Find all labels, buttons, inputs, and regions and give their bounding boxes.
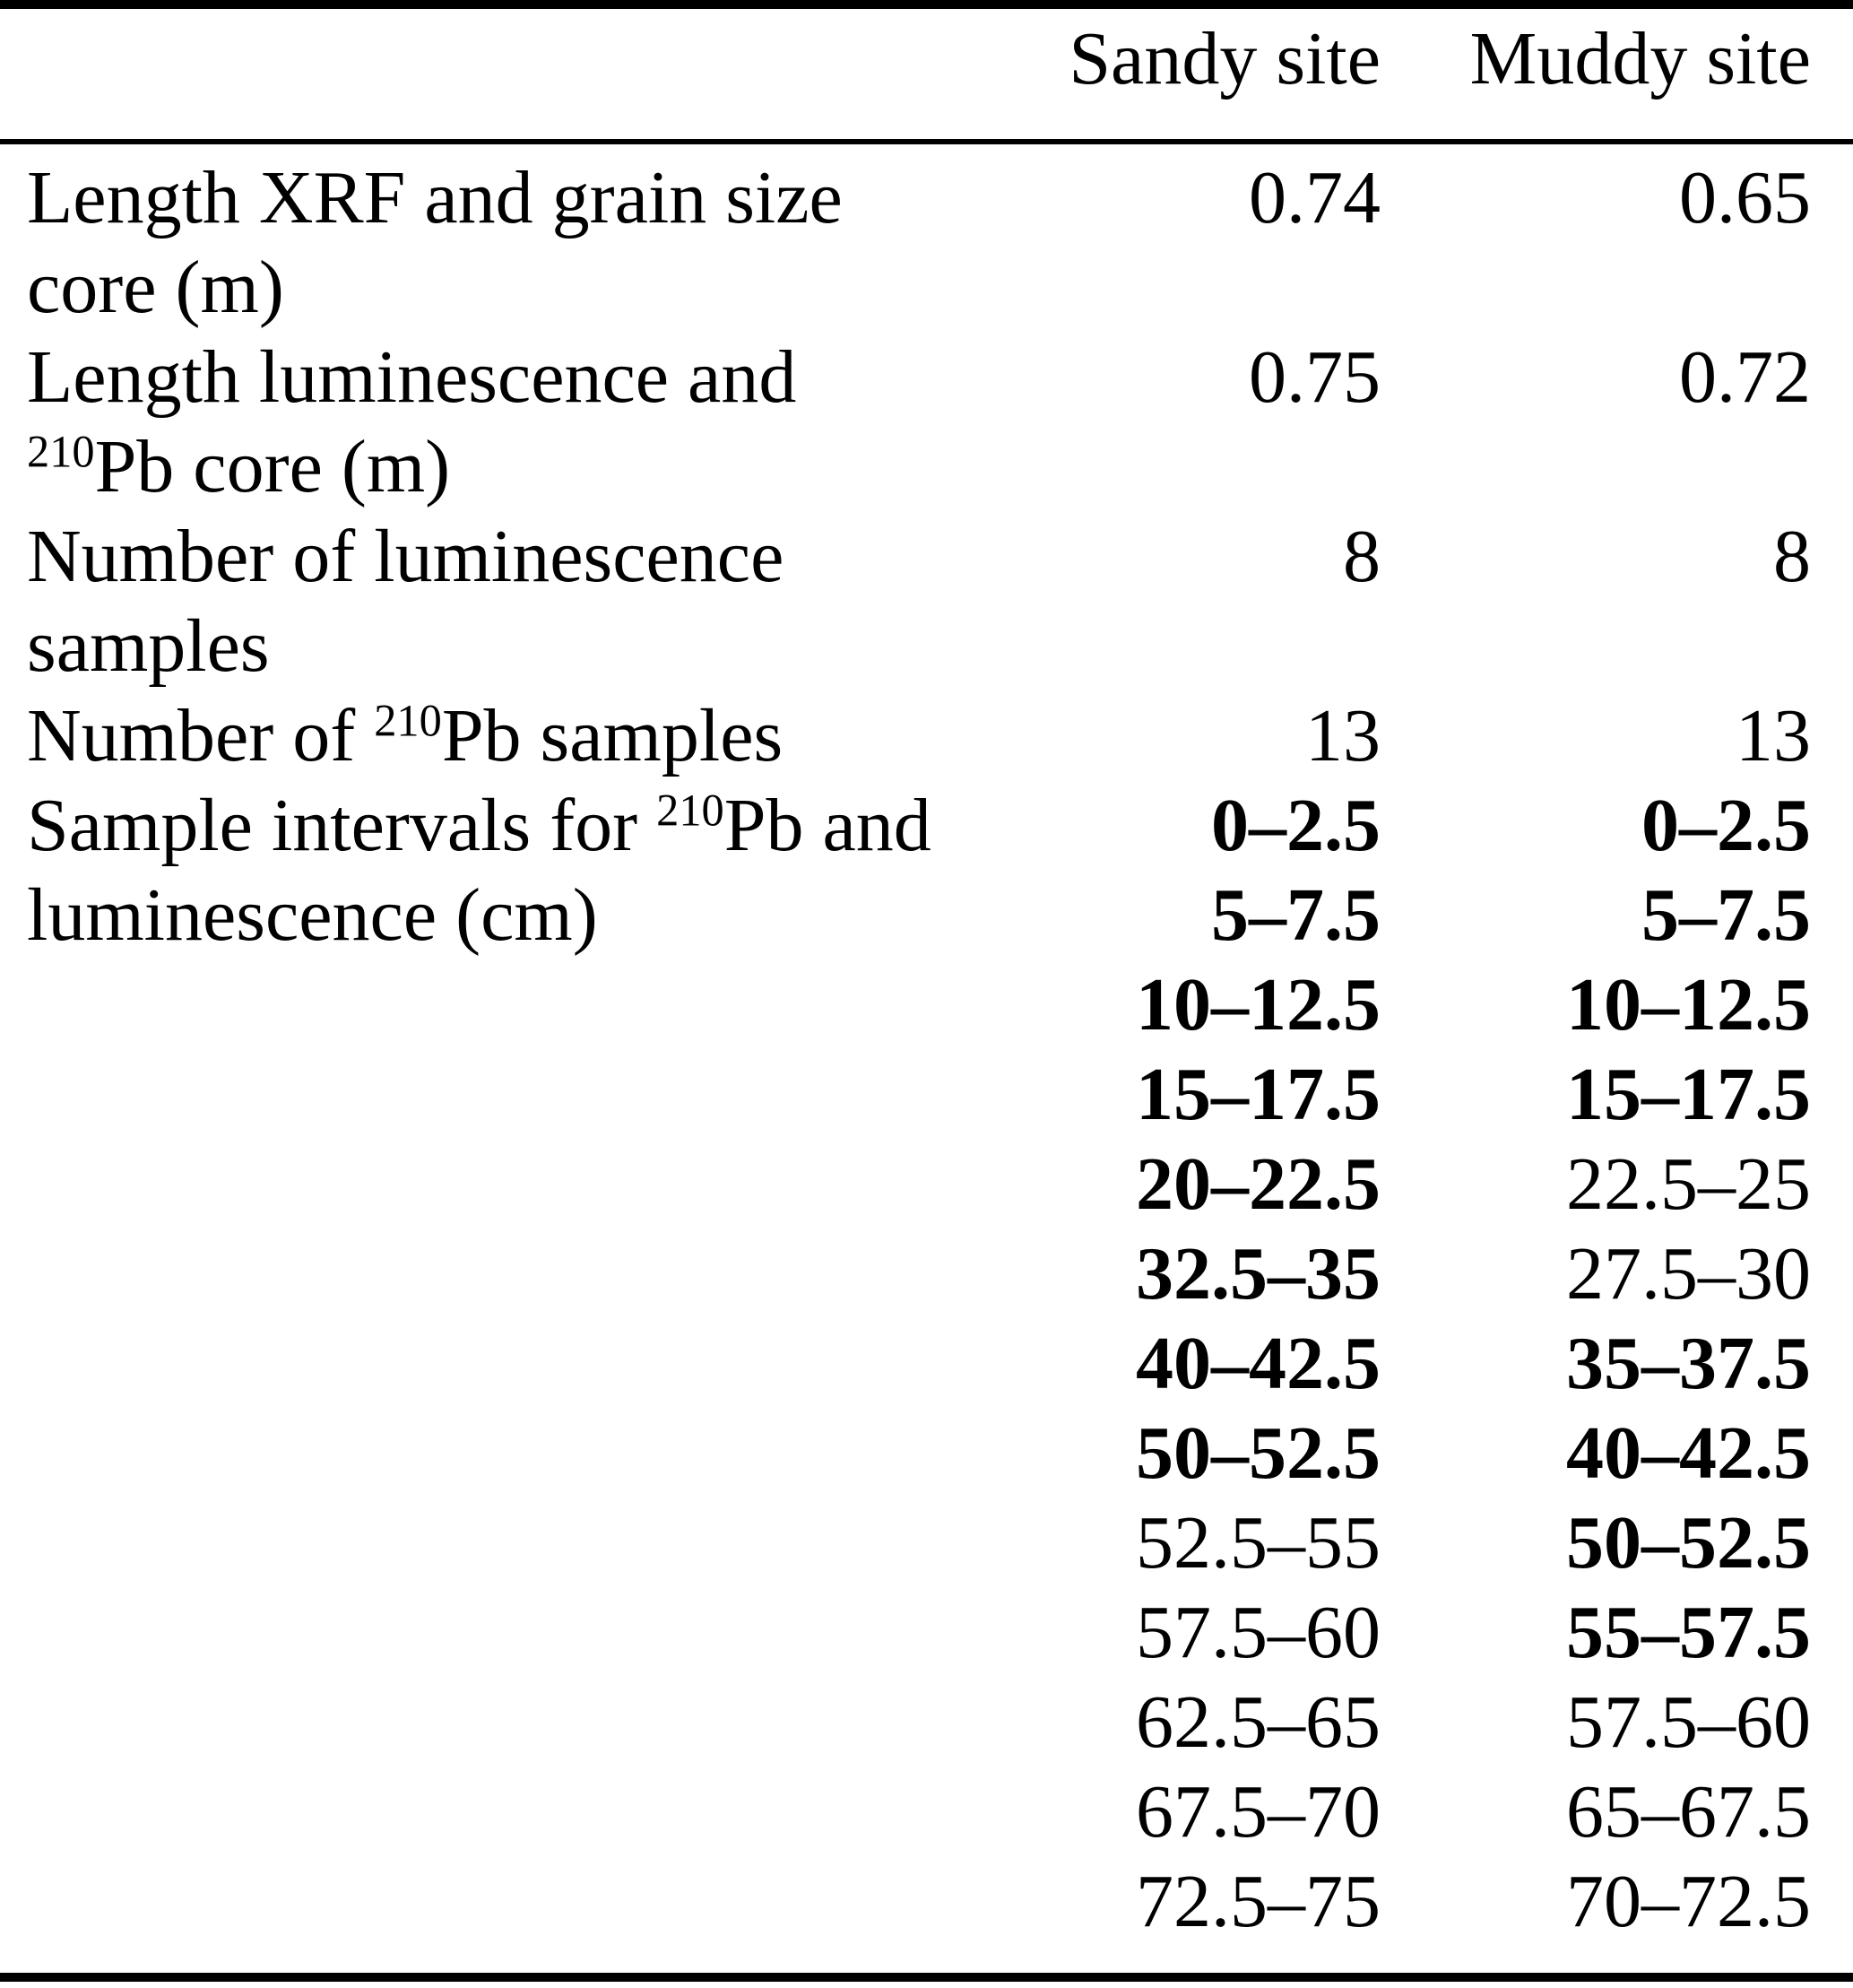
table-row xyxy=(0,512,1853,691)
value-length-lum-sandy: 0.75 xyxy=(1249,335,1381,419)
value-length-xrf-sandy: 0.74 xyxy=(1249,156,1381,239)
value-num-lum-muddy: 8 xyxy=(1773,515,1811,598)
interval-item: 52.5–55 xyxy=(1136,1501,1381,1584)
superscript-210: 210 xyxy=(27,426,95,477)
interval-item: 40–42.5 xyxy=(1136,1322,1381,1405)
interval-item: 50–52.5 xyxy=(1566,1501,1811,1584)
interval-item: 67.5–70 xyxy=(1136,1770,1381,1853)
interval-item: 0–2.5 xyxy=(1211,784,1381,867)
interval-item: 27.5–30 xyxy=(1566,1232,1811,1315)
muddy-intervals-list xyxy=(1381,781,1853,1947)
interval-item: 10–12.5 xyxy=(1136,963,1381,1046)
interval-item: 50–52.5 xyxy=(1136,1411,1381,1495)
column-header-muddy-site: Muddy site xyxy=(1469,17,1811,100)
interval-item: 5–7.5 xyxy=(1211,873,1381,957)
header-empty-cell xyxy=(0,14,968,104)
table-row xyxy=(0,333,1853,512)
table-row xyxy=(0,781,1853,1947)
interval-item: 32.5–35 xyxy=(1136,1232,1381,1315)
row-label-length-xrf-core: Length XRF and grain size core (m) xyxy=(27,156,843,329)
interval-item: 57.5–60 xyxy=(1566,1680,1811,1764)
column-header-sandy-site: Sandy site xyxy=(1069,17,1381,100)
sandy-intervals-list xyxy=(968,781,1381,1947)
interval-item: 35–37.5 xyxy=(1566,1322,1811,1405)
interval-item: 57.5–60 xyxy=(1136,1591,1381,1674)
table-header-row xyxy=(0,9,1853,144)
value-length-xrf-muddy: 0.65 xyxy=(1679,156,1811,239)
superscript-210: 210 xyxy=(656,785,724,836)
table-body xyxy=(0,144,1853,1973)
value-num-lum-sandy: 8 xyxy=(1343,515,1381,598)
row-label-number-pb210-samples: Number of $^{210}$Pb samples xyxy=(27,694,784,777)
interval-item: 55–57.5 xyxy=(1566,1591,1811,1674)
row-label-number-luminescence-samples: Number of luminescence samples xyxy=(27,515,784,688)
superscript-210: 210 xyxy=(374,695,442,746)
interval-item: 20–22.5 xyxy=(1136,1142,1381,1226)
value-num-pb-sandy: 13 xyxy=(1305,694,1381,777)
row-label-length-luminescence-core: Length luminescence and $^{210}$Pb core (m) xyxy=(27,335,797,508)
interval-item: 65–67.5 xyxy=(1566,1770,1811,1853)
interval-item: 10–12.5 xyxy=(1566,963,1811,1046)
interval-item: 5–7.5 xyxy=(1641,873,1811,957)
interval-item: 15–17.5 xyxy=(1566,1053,1811,1136)
interval-item: 62.5–65 xyxy=(1136,1680,1381,1764)
interval-item: 40–42.5 xyxy=(1566,1411,1811,1495)
value-length-lum-muddy: 0.72 xyxy=(1679,335,1811,419)
interval-item: 70–72.5 xyxy=(1566,1860,1811,1943)
row-label-sample-intervals: Sample intervals for $^{210}$Pb and luminescence (cm) xyxy=(27,784,931,957)
interval-item: 0–2.5 xyxy=(1641,784,1811,867)
table-row xyxy=(0,691,1853,781)
interval-item: 15–17.5 xyxy=(1136,1053,1381,1136)
interval-item: 72.5–75 xyxy=(1136,1860,1381,1943)
table-row xyxy=(0,153,1853,333)
value-num-pb-muddy: 13 xyxy=(1736,694,1811,777)
interval-item: 22.5–25 xyxy=(1566,1142,1811,1226)
